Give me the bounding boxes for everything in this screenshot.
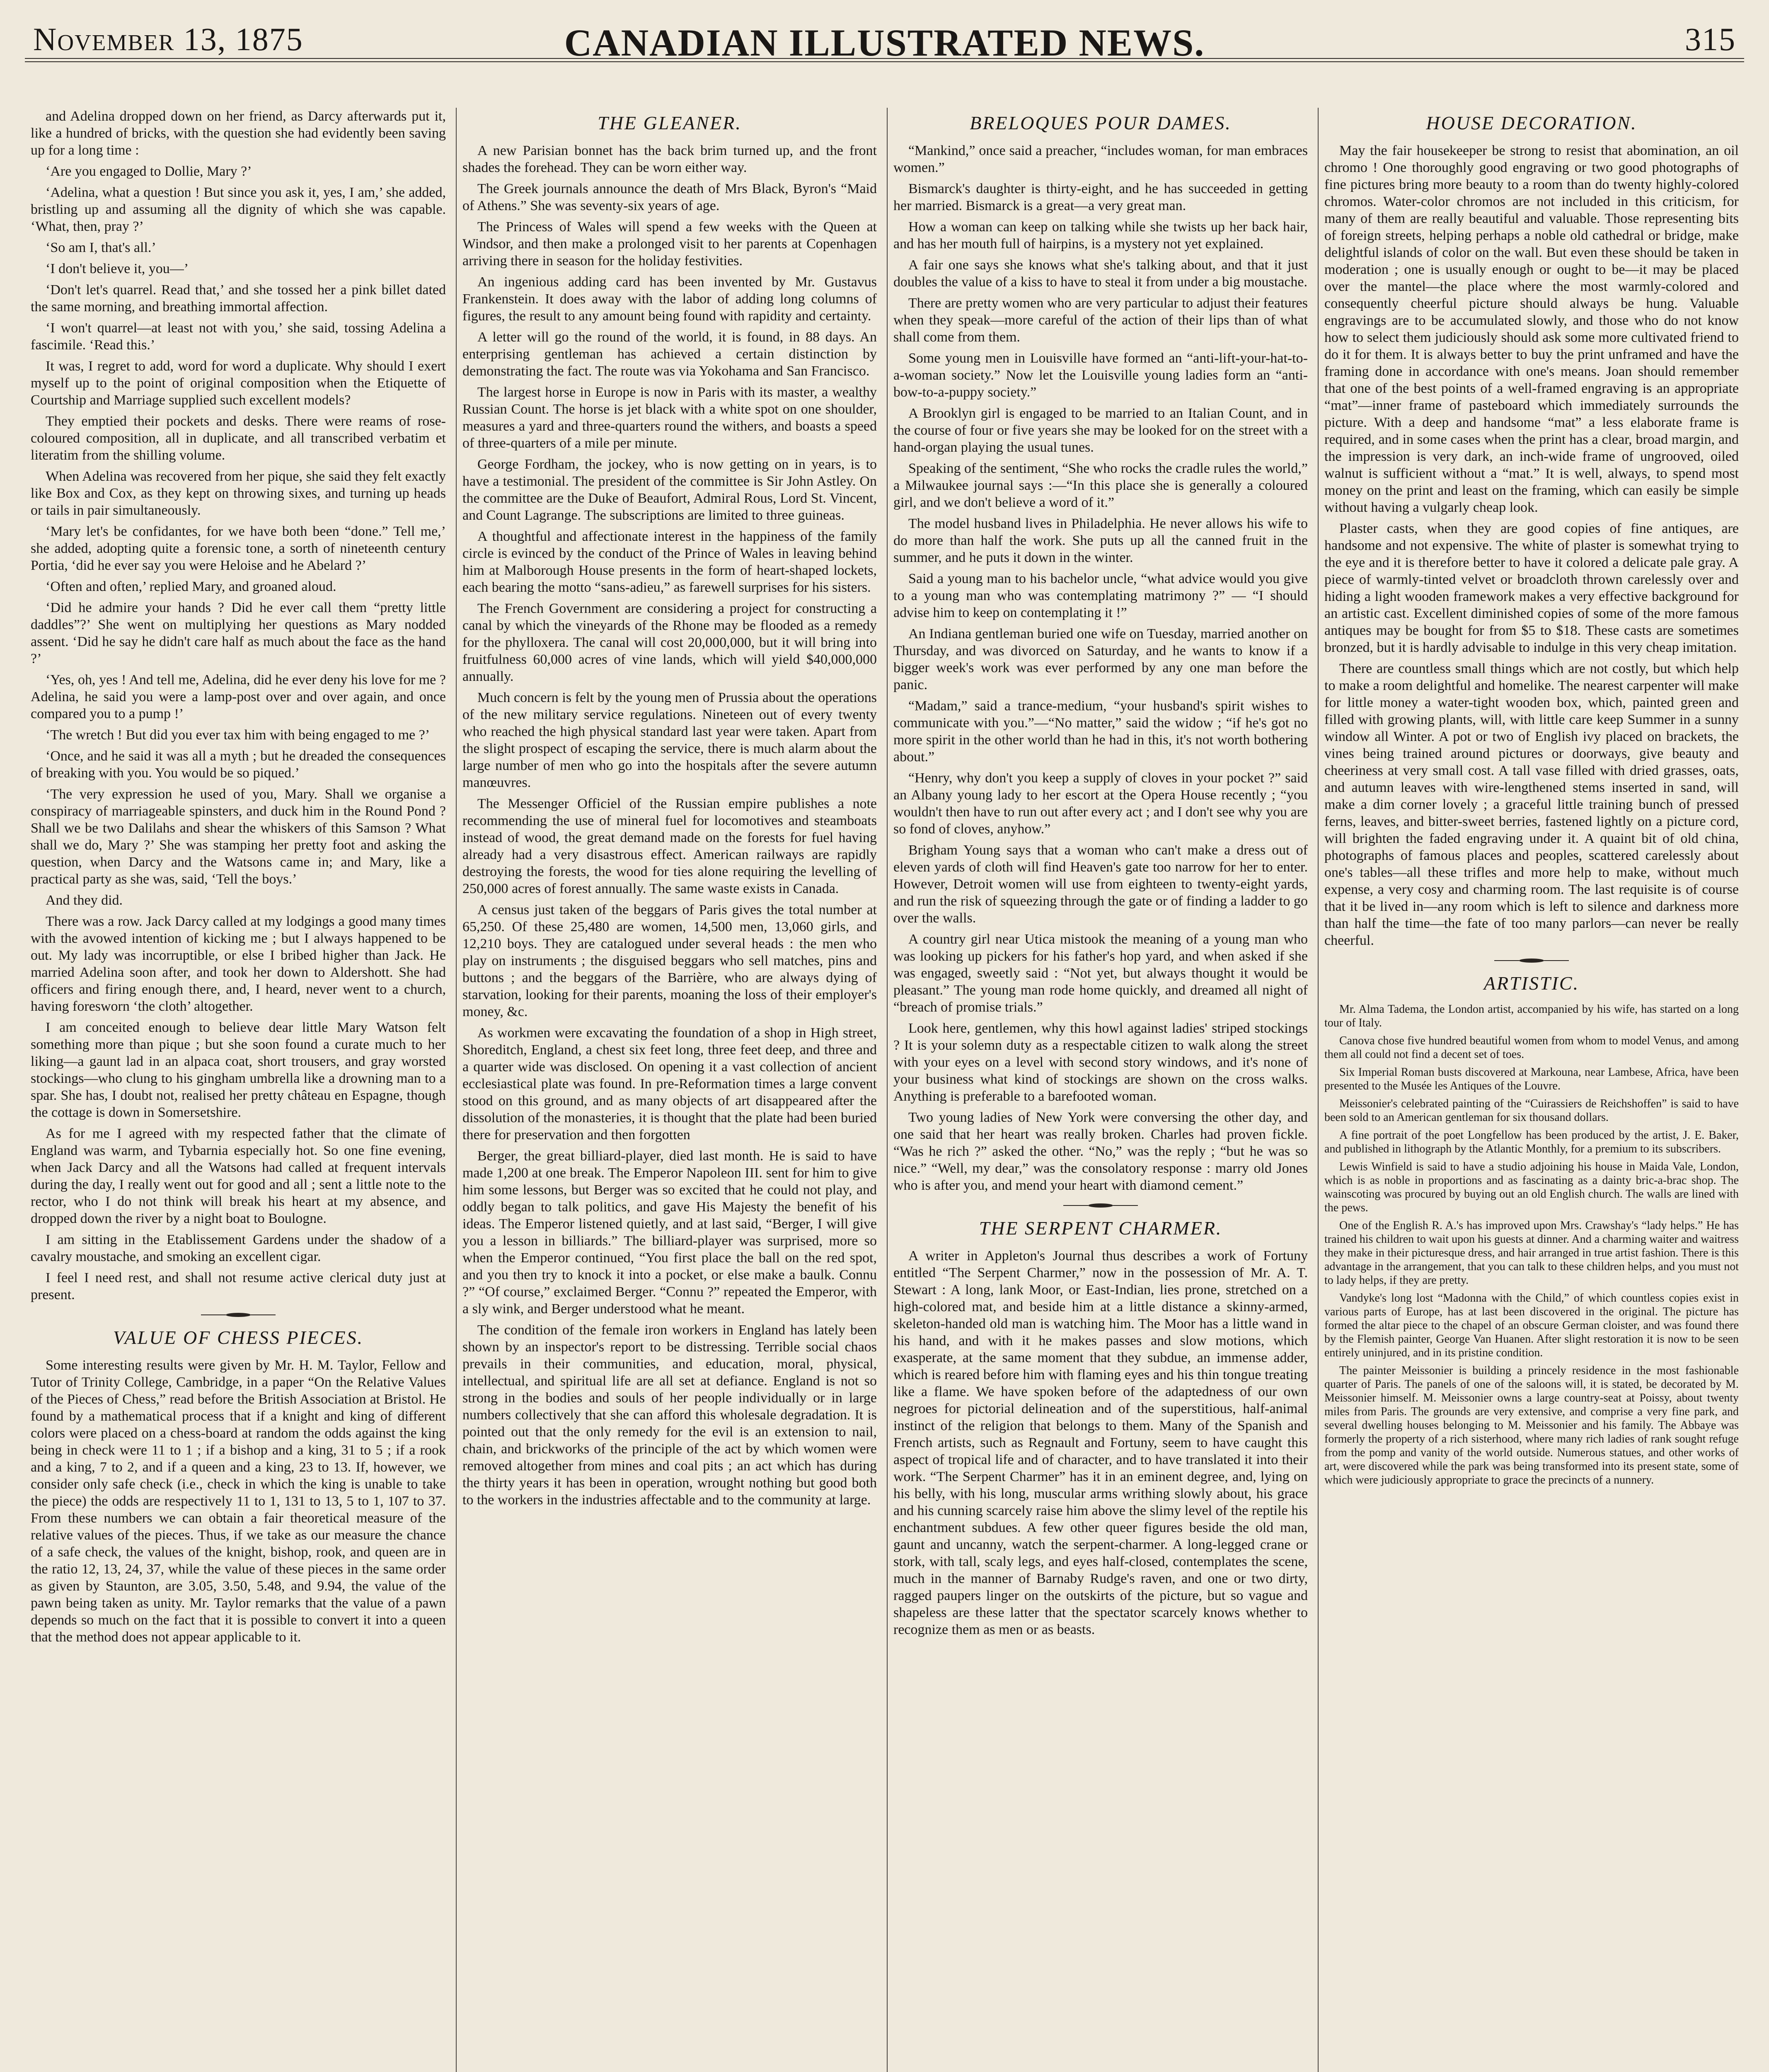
paragraph: “Mankind,” once said a preacher, “includes woman, for man embraces women.”: [893, 143, 1308, 175]
paragraph: And they did.: [46, 893, 123, 908]
divider-ornament: [1088, 1203, 1113, 1208]
paragraph: The French Government are considering a project for constructing a canal by which the vineyards of the Rhone may be flooded as a remedy for the phylloxera. The canal will cost 20,000,000, but it will bring into fruitfulness 60,000 acres of vine lands, which will yield $40,000,000 annually.: [462, 601, 877, 684]
paragraph: Two young ladies of New York were conversing the other day, and one said that her heart was really broken. Charles had proven fickle. “Was he rich ?” asked the other. “No,” was the reply ; “but he was so nice.” “Well, my dear,” was the consolatory response : marry old Jones who is after you, and mend your heart with diamond cement.”: [893, 1110, 1308, 1193]
paragraph: ‘Adelina, what a question ! But since you ask it, yes, I am,’ she added, bristling up and assuming all the dignity of which she was capable. ‘What, then, pray ?’: [31, 185, 446, 234]
section-divider: [1059, 1202, 1142, 1209]
paragraph: I am conceited enough to believe dear little Mary Watson felt something more than pique ; but she soon found a curate much to her liking—a gaunt lad in an alpaca coat, short trousers, and gray worsted stockings—who clung to his gingham umbrella like a drowning man to a spar. She has, I doubt not, realised her pretty château en Espagne, though the cottage is down in Somersetshire.: [31, 1020, 446, 1120]
paragraph: An ingenious adding card has been invented by Mr. Gustavus Frankenstein. It does away with the labor of adding long columns of figures, the result to any amount being found with rapidity and certainty.: [462, 274, 877, 324]
section-divider: [1490, 957, 1573, 964]
paragraph: Lewis Winfield is said to have a studio adjoining his house in Maida Vale, London, which is as noble in proportions and as fascinating as a dainty bric-a-brac shop. The wainscoting was procured by buying out an old English church. The walls are lined with the pews.: [1324, 1160, 1739, 1214]
story-continuation: [31, 108, 446, 1303]
paragraph: The condition of the female iron workers in England has lately been shown by an inspector's report to be distressing. Terrible social chaos prevails in their communities, and education, moral, physical, intellectual, and spiritual life are all set at defiance. England is not so strong in the bodies and souls of her people individually or in large numbers collectively that she can afford this wholesale degradation. It is pointed out that the only remedy for the evil is an extension to nail, chain, and brickworks of the principle of the act by which women were removed altogether from mines and coal pits ; an act which has during the thirty years it has been in operation, wrought nothing but good both to the workers in the industries affectable and to the community at large.: [462, 1322, 877, 1508]
section-title-chess: VALUE OF CHESS PIECES.: [113, 1327, 364, 1348]
paragraph: Some young men in Louisville have formed an “anti-lift-your-hat-to-a-woman society.” Now let the Louisville young ladies form an “anti-bow-to-a-puppy society.”: [893, 351, 1308, 400]
paragraph: The Princess of Wales will spend a few weeks with the Queen at Windsor, and then make a prolonged visit to her parents at Copenhagen arriving there in season for the holiday festivities.: [462, 219, 877, 269]
column-4: [1318, 108, 1745, 2072]
paragraph: A country girl near Utica mistook the meaning of a young man who was looking up pickers for his father's hop yard, and when asked if she was engaged, sweetly said : “Not yet, but always thought it would be pleasant.” The young man rode home quickly, and dreamed all night of “breach of promise trials.”: [893, 932, 1308, 1015]
paragraph: ‘Don't let's quarrel. Read that,’ and she tossed her a pink billet dated the same morning, and breathing immortal affection.: [31, 282, 446, 315]
paragraph: ‘I don't believe it, you—’: [46, 261, 189, 276]
section-title-house: HOUSE DECORATION.: [1426, 112, 1637, 133]
paragraph: They emptied their pockets and desks. There were reams of rose-coloured composition, all in duplicate, and all transcribed verbatim et literatim from the shilling volume.: [31, 414, 446, 463]
paragraph: Plaster casts, when they are good copies of fine antiques, are handsome and not expensive. The white of plaster is somewhat trying to the eye and it is therefore better to have it colored a delicate pale gray. A piece of warmly-tinted velvet or broadcloth thrown carelessly over and hiding a light wooden framework makes a very effective background for an artistic cast. Excellent diminished copies of some of the more famous antiques may be bought for from $5 to $18. These casts are sometimes bronzed, but it is hardly advisable to indulge in this very cheap imitation.: [1324, 521, 1739, 655]
page-columns: [25, 108, 1745, 2072]
paragraph: The largest horse in Europe is now in Paris with its master, a wealthy Russian Count. The horse is jet black with a white spot on one shoulder, measures a yard and three-quarters round the withers, and boasts a speed of three-quarters of a mile per minute.: [462, 385, 877, 451]
serpent-article: A writer in Appleton's Journal thus describes a work of Fortuny entitled “The Serpent Charmer,” now in the possession of Mr. A. T. Stewart : A long, lank Moor, or East-Indian, lies prone, stretched on a high-colored mat, and beside him at a little distance a skinny-armed, skeleton-handed old man is watching him. The Moor has a little wand in his hand, and with it he makes passes and slow motions, which exasperate, at the same moment that they subdue, an immense adder, which is reared before him with flaming eyes and his thin tongue treating like a flame. We have spoken before of the adaptedness of our own negroes for pictorial delineation and of the superstitious, half-animal instinct of the religion that belongs to them. Many of the Spanish and French artists, such as Regnault and Fortuny, seem to have caught this aspect of tropical life and of character, and to have translated it into their work. “The Serpent Charmer” has it in an eminent degree, and, lying on his belly, with his long, muscular arms writhing slowly about, his grace and his cunning scarcely raise him above the slimy level of the reptile his enchantment subdues. A few other queer figures beside the old man, gaunt and uncanny, watch the serpent-charmer. A long-legged crane or stork, with tall, scaly legs, and eyes half-closed, contemplates the scene, much in the manner of Barnaby Rudge's raven, and one or two dirty, ragged paupers linger on the outskirts of the picture, but so vague and shapeless are these latter that the spectator scarcely knows whether to recognize them as men or as beasts.: [893, 1248, 1308, 1637]
paragraph: Bismarck's daughter is thirty-eight, and he has succeeded in getting her married. Bismarck is a great—a very great man.: [893, 181, 1308, 213]
paragraph: ‘Once, and he said it was all a myth ; but he dreaded the consequences of breaking with you. You would be so piqued.’: [31, 748, 446, 781]
newspaper-title: CANADIAN ILLUSTRATED NEWS.: [564, 22, 1205, 64]
section-title-breloques: BRELOQUES POUR DAMES.: [970, 112, 1232, 133]
paragraph: The model husband lives in Philadelphia. He never allows his wife to do more than half the work. She puts up all the canned fruit in the summer, and he puts it down in the winter.: [893, 516, 1308, 565]
paragraph: Berger, the great billiard-player, died last month. He is said to have made 1,200 at one break. The Emperor Napoleon III. sent for him to give him some lessons, but Berger was so excited that he could not play, and oddly began to talk politics, and gave His Majesty the benefit of his ideas. The Emperor listened quietly, and at last said, “Berger, I will give you a lesson in billiards.” The billiard-player was surprised, more so when the Emperor continued, “You first place the ball on the red spot, and you then try to knock it into a pocket, or else make a baulk. Connu ?” “Of course,” exclaimed Berger. “Connu ?” repeated the Emperor, with a sly wink, and Berger understood what he meant.: [462, 1148, 877, 1317]
issue-date: November 13, 1875: [33, 21, 303, 57]
paragraph: A fine portrait of the poet Longfellow has been produced by the artist, J. E. Baker, and published in lithograph by the Atlantic Monthly, for a premium to its subscribers.: [1324, 1129, 1739, 1155]
paragraph: ‘Are you engaged to Dollie, Mary ?’: [46, 164, 252, 179]
paragraph: How a woman can keep on talking while she twists up her back hair, and has her mouth full of hairpins, is a mystery not yet explained.: [893, 219, 1308, 252]
page-number: 315: [1685, 21, 1736, 57]
chess-article: Some interesting results were given by Mr. H. M. Taylor, Fellow and Tutor of Trinity College, Cambridge, in a paper “On the Relative Values of the Pieces of Chess,” read before the British Association at Bristol. He found by a mathematical process that if a knight and king of different colors were placed on a chess-board at random the odds against the king being in check were 11 to 1 ; if a bishop and a king, 31 to 5 ; if a rook and a king, 7 to 2, and if a queen and a king, 23 to 13. If, however, we consider only safe check (i.e., check in which the king is unable to take the piece) the odds are respectively 11 to 1, 131 to 13, 5 to 1, 107 to 37. From these numbers we can obtain a fair theoretical measure of the relative values of the pieces. Thus, if we take as our measure the chance of a safe check, the values of the knight, bishop, rook, and queen are in the ratio 12, 13, 24, 37, while the value of these pieces in the same order as given by Staunton, are 3.05, 3.50, 5.48, and 9.94, the value of the pawn being taken as unity. Mr. Taylor remarks that the value of a pawn depends so much on the fact that it is possible to convert it into a queen that the method does not appear applicable to it.: [31, 1358, 446, 1645]
artistic-items: [1324, 1002, 1739, 1487]
paragraph: The Greek journals announce the death of Mrs Black, Byron's “Maid of Athens.” She was seventy-six years of age.: [462, 181, 877, 213]
paragraph: and Adelina dropped down on her friend, as Darcy afterwards put it, like a hundred of bricks, with the question she had evidently been saving up for a long time :: [31, 109, 446, 158]
paragraph: ‘I won't quarrel—at least not with you,’ she said, tossing Adelina a fascimile. ‘Read this.’: [31, 320, 446, 353]
paragraph: Speaking of the sentiment, “She who rocks the cradle rules the world,” a Milwaukee journal says :—“In this place she is generally a coloured girl, and we don't believe a word of it.”: [893, 461, 1308, 510]
paragraph: One of the English R. A.'s has improved upon Mrs. Crawshay's “lady helps.” He has trained his children to wait upon his guests at dinner. And a charming waiter and waitress they make in their picturesque dress, and hair arranged in true artist fashion. There is this advantage in the arrangement, that you can talk to these children helps, and you must not to lady helps, if they are pretty.: [1324, 1219, 1739, 1287]
column-2: [456, 108, 883, 2072]
paragraph: It was, I regret to add, word for word a duplicate. Why should I exert myself up to the point of original composition when the Etiquette of Courtship and Marriage supplied such excellent models?: [31, 358, 446, 408]
divider-ornament: [226, 1313, 251, 1317]
paragraph: May the fair housekeeper be strong to resist that abomination, an oil chromo ! One thoroughly good engraving or two good photographs of fine pictures bring more beauty to a room than do twenty highly-colored chromos. Water-color chromos are not included in this criticism, for many of them are really beautiful and valuable. Those representing bits of foreign streets, helping perhaps a noble old cathedral or bridge, make delightful islands of color on the wall. But even these should be taken in moderation ; one is usually enough or ought to be—it may be placed over the mantel—the place where the most warmly-colored and consequently cheerful picture should always be hung. Valuable engravings are to be accumulated slowly, and those who do not know how to select them judiciously should ask some more cultivated friend to do it for them. It is always better to buy the print unframed and have the framing done in accordance with one's means. Joan should remember that one of the best points of a well-framed engraving is an appropriate “mat”—inner frame of pasteboard which immediately surrounds the picture. With a deep and handsome “mat” a less elaborate frame is required, and in some cases when the print has a clear, broad margin, and the impression is very dark, an inch-wide frame of ungrooved, oiled walnut is sufficient without a “mat.” It is well, always, to spend most money on the print and least on the framing, which can easily be simple without having a vulgarly cheap look.: [1324, 143, 1739, 515]
paragraph: ‘Yes, oh, yes ! And tell me, Adelina, did he ever deny his love for me ? Adelina, he said you were a lamp-post over and over again, and once compared you to a pump !’: [31, 672, 446, 721]
paragraph: There was a row. Jack Darcy called at my lodgings a good many times with the avowed intention of kicking me ; but I always happened to be out. My lady was incorruptible, or else I bribed higher than Jack. He married Adelina soon after, and took her down to Aldershott. She had officers and firing enough there, and, I heard, never went to a church, having foresworn ‘the cloth’ altogether.: [31, 914, 446, 1014]
paragraph: ‘Did he admire your hands ? Did he ever call them “pretty little daddles”?’ She went on multiplying her questions as Mary nodded assent. ‘Did he say he didn't care half as much about the face as the hand ?’: [31, 600, 446, 666]
paragraph: Look here, gentlemen, why this howl against ladies' striped stockings ? It is your solemn duty as a respectable citizen to walk along the street with your eyes on a level with second story windows, and it's none of your business what kind of stockings are shown on the cross walks. Anything is preferable to a barefooted woman.: [893, 1021, 1308, 1104]
section-title-gleaner: THE GLEANER.: [598, 112, 742, 133]
column-1: [25, 108, 452, 2072]
paragraph: The painter Meissonier is building a princely residence in the most fashionable quarter of Paris. The panels of one of the saloons will, it is stated, be decorated by M. Meissonier himself. M. Meissonier owns a large country-seat at Poissy, about twenty miles from Paris. The grounds are very extensive, and comprise a very fine park, and several dwelling houses belonging to M. Meissonier and his family. The Abbaye was formerly the property of a rich sisterhood, where many rich ladies of rank sought refuge from the pomp and vanity of the world outside. Numerous statues, and other works of art, were discovered while the park was being transformed into its present state, some of which were judiciously appropriate to grace the precincts of a nunnery.: [1324, 1364, 1739, 1486]
paragraph: A census just taken of the beggars of Paris gives the total number at 65,250. Of these 25,480 are women, 14,500 men, 13,060 girls, and 12,210 boys. They are catalogued under several heads : the men who play on instruments ; the disguised beggars who sell matches, pins and buttons ; and the beggars of the Barrière, who are always dying of starvation, looking for their parents, moaning the loss of their employer's money, &c.: [462, 902, 877, 1019]
paragraph: ‘So am I, that's all.’: [46, 240, 156, 255]
paragraph: The Messenger Officiel of the Russian empire publishes a note recommending the use of mineral fuel for locomotives and steamboats instead of wood, the great demand made on the forests for fuel having already had a very disastrous effect. American railways are rapidly destroying the forests, the wood for ties alone requiring the levelling of 250,000 acres of forest annually. The same waste exists in Canada.: [462, 796, 877, 896]
paragraph: George Fordham, the jockey, who is now getting on in years, is to have a testimonial. The president of the committee is Sir John Astley. On the committee are the Duke of Beaufort, Admiral Rous, Lord St. Vincent, and Count Lagrange. The subscriptions are limited to three guineas.: [462, 457, 877, 523]
paragraph: Said a young man to his bachelor uncle, “what advice would you give to a young man who was contemplating matrimony ?” — “I should advise him to keep on contemplating it !”: [893, 571, 1308, 620]
header-rule: [25, 58, 1744, 62]
paragraph: Brigham Young says that a woman who can't make a dress out of eleven yards of cloth will find Heaven's gate too narrow for her to enter. However, Detroit women will use from eighteen to twenty-eight yards, and run the risk of squeezing through the gate or of finding a ladder to go over the walls.: [893, 842, 1308, 926]
paragraph: There are pretty women who are very particular to adjust their features when they speak—more careful of the action of their lips than of what shall come from them.: [893, 295, 1308, 345]
paragraph: A thoughtful and affectionate interest in the happiness of the family circle is evinced by the conduct of the Prince of Wales in leaving behind him at Malborough House presents in the form of heart-shaped lockets, each bearing the motto “sans-adieu,” as farewell surprises for his sisters.: [462, 529, 877, 595]
paragraph: “Madam,” said a trance-medium, “your husband's spirit wishes to communicate with you.”—“No matter,” said the widow ; “if he's got no more spirit in the other world than he had in this, it's not worth bothering about.”: [893, 698, 1308, 765]
paragraph: I am sitting in the Etablissement Gardens under the shadow of a cavalry moustache, and smoking an excellent cigar.: [31, 1232, 446, 1264]
house-decoration-items: [1324, 142, 1739, 949]
paragraph: ‘Often and often,’ replied Mary, and groaned aloud.: [46, 579, 336, 594]
gleaner-items: [462, 142, 877, 1508]
divider-ornament: [1519, 959, 1544, 963]
paragraph: I feel I need rest, and shall not resume active clerical duty just at present.: [31, 1270, 446, 1302]
paragraph: As for me I agreed with my respected father that the climate of England was warm, and Tybarnia especially hot. So one fine evening, when Jack Darcy and all the Watsons had called at frequent intervals during the day, I really went out for good and all ; sent a little note to the rector, who I do not think will break his heart at my absence, and dropped down the river by a night boat to Boulogne.: [31, 1126, 446, 1226]
paragraph: ‘The very expression he used of you, Mary. Shall we organise a conspiracy of marriageable spinsters, and duck him in the Round Pond ? Shall we be two Dalilahs and shear the whiskers of this Samson ? What shall we do, Mary ?’ She was stamping her pretty foot and asking the question, when Darcy and the Watsons came in; and Mary, like a practical party as she was, said, ‘Tell the boys.’: [31, 787, 446, 887]
paragraph: Six Imperial Roman busts discovered at Markouna, near Lambese, Africa, have been presented to the Musée les Antiques of the Louvre.: [1324, 1066, 1739, 1092]
paragraph: A fair one says she knows what she's talking about, and that it just doubles the value of a kiss to have to steal it from under a big moustache.: [893, 257, 1308, 290]
paragraph: There are countless small things which are not costly, but which help to make a room delightful and homelike. The nearest carpenter will make for little money a water-tight wooden box, which, painted green and filled with growing plants, will, with little care keep Summer in a sunny window all Winter. A pot or two of English ivy placed on brackets, the vines being trained around pictures or doorways, give beauty and cheeriness at very small cost. A tall vase filled with dried grasses, oats, and autumn leaves with wire-lengthened stems inserted in sand, will make a dim corner lovely ; a graceful little training bunch of pressed ferns, leaves, and bitter-sweet berries, fastened lightly on a picture cord, will brighten the faded engraving under it. A quaint bit of old china, photographs of famous places and peoples, scattered carelessly about one's tables—all these trifles and more help to make, without much expense, a very cosy and charming room. The last requisite is of course that it be lived in—any room which is left to silence and darkness more than half the time—the fate of too many parlors—can never be really cheerful.: [1324, 661, 1739, 948]
paragraph: A letter will go the round of the world, it is found, in 88 days. An enterprising gentleman has achieved a certain distinction by demonstrating the fact. The route was via Yokohama and San Francisco.: [462, 329, 877, 379]
column-3: [887, 108, 1314, 2072]
breloques-items: [893, 142, 1308, 1194]
paragraph: Mr. Alma Tadema, the London artist, accompanied by his wife, has started on a long tour of Italy.: [1324, 1003, 1739, 1029]
paragraph: “Henry, why don't you keep a supply of cloves in your pocket ?” said an Albany young lady to her escort at the Opera House recently ; “you wouldn't then have to run out after every act ; and I don't see why you are so fond of cloves, anyhow.”: [893, 770, 1308, 837]
masthead: [25, 8, 1744, 75]
paragraph: An Indiana gentleman buried one wife on Tuesday, married another on Thursday, and was divorced on Saturday, and he wants to know if a bigger week's work was ever performed by any one man before the panic.: [893, 626, 1308, 692]
paragraph: Vandyke's long lost “Madonna with the Child,” of which countless copies exist in various parts of Europe, has at last been discovered in the original. The picture has formed the altar piece to the chapel of an obscure German cloister, and was found there by the Flemish painter, George Van Huanen. After slight restoration it is now to be seen entirely uninjured, and in its pristine condition.: [1324, 1292, 1739, 1359]
section-title-serpent: THE SERPENT CHARMER.: [979, 1218, 1222, 1239]
paragraph: Meissonier's celebrated painting of the “Cuirassiers de Reichshoffen” is said to have been sold to an American gentleman for six thousand dollars.: [1324, 1097, 1739, 1124]
paragraph: A Brooklyn girl is engaged to be married to an Italian Count, and in the course of four or five years she may be looked for on the street with a hand-organ playing the usual tunes.: [893, 406, 1308, 455]
paragraph: Canova chose five hundred beautiful women from whom to model Venus, and among them all could not find a decent set of toes.: [1324, 1034, 1739, 1061]
paragraph: Much concern is felt by the young men of Prussia about the operations of the new military service regulations. Nineteen out of every twenty who reached the high physical standard last year were taken. Apart from the slight prospect of escaping the service, there is much alarm about the large number of men who go into the hospitals after the severe autumn manœuvres.: [462, 690, 877, 790]
section-title-artistic: ARTISTIC.: [1483, 973, 1580, 994]
paragraph: ‘The wretch ! But did you ever tax him with being engaged to me ?’: [46, 727, 430, 743]
paragraph: ‘Mary let's be confidantes, for we have both been “done.” Tell me,’ she added, adopting quite a forensic tone, a sorth of nineteenth century Portia, ‘did he ever say you were Heloise and he Abelard ?’: [31, 524, 446, 573]
paragraph: A new Parisian bonnet has the back brim turned up, and the front shades the forehead. They can be worn either way.: [462, 143, 877, 175]
section-divider: [197, 1312, 280, 1318]
paragraph: As workmen were excavating the foundation of a shop in High street, Shoreditch, England, a chest six feet long, three feet deep, and three and a quarter wide was disclosed. On opening it a vast collection of ancient ecclesiastical plate was found. In pre-Reformation times a large convent stood on this ground, and as many objects of art disappeared after the dissolution of the monasteries, it is thought that the plate had been buried there for preservation and then forgotten: [462, 1025, 877, 1143]
paragraph: When Adelina was recovered from her pique, she said they felt exactly like Box and Cox, as they kept on throwing sixes, and turning up heads or tails in pair simultaneously.: [31, 469, 446, 518]
